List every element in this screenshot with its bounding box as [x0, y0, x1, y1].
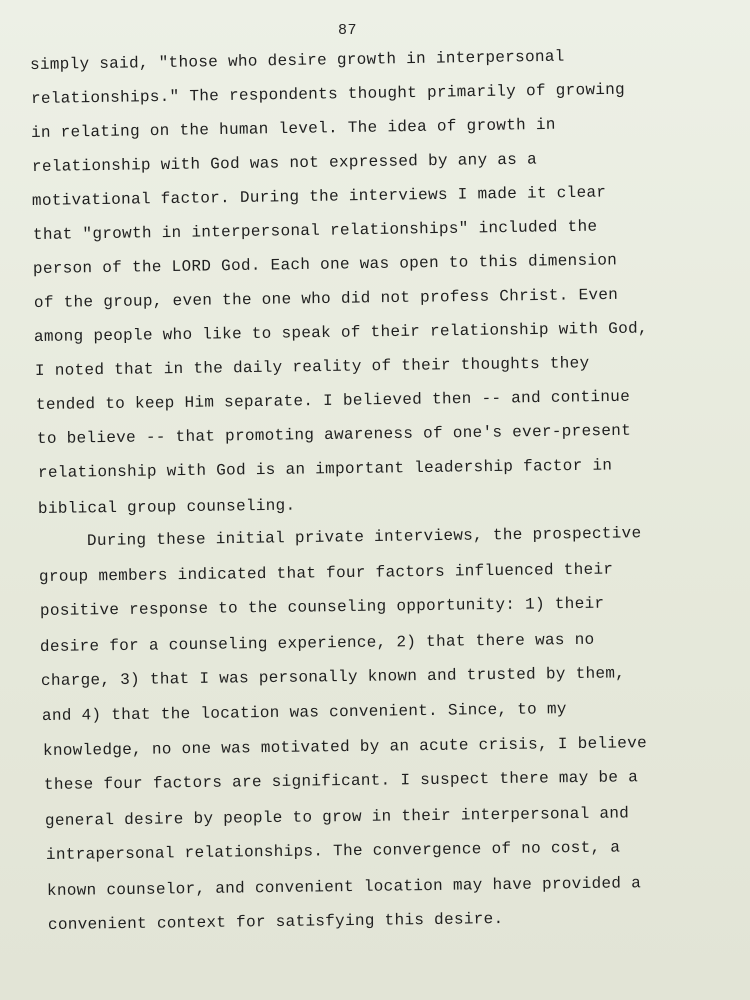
text-line: During these initial private interviews, the prospective — [86, 524, 642, 550]
text-line: among people who like to speak of their relationship with God, — [33, 319, 648, 346]
text-line: general desire by people to grow in their interpersonal and — [44, 804, 630, 830]
text-line: convenient context for satisfying this desire. — [47, 910, 504, 934]
text-line: motivational factor. During the interviews I made it clear — [31, 183, 607, 210]
text-line: and 4) that the location was convenient. Since, to my — [41, 700, 567, 725]
text-line: known counselor, and convenient location may have provided a — [46, 874, 642, 900]
text-line: that "growth in interpersonal relationships" included the — [32, 217, 598, 244]
text-line: person of the LORD God. Each one was open to this dimension — [32, 251, 618, 278]
page-number: 87 — [338, 22, 358, 39]
text-line: in relating on the human level. The idea of growth in — [30, 115, 556, 142]
text-line: knowledge, no one was motivated by an acute crisis, I believe — [42, 734, 648, 760]
text-line: positive response to the counseling opportunity: 1) their — [39, 594, 605, 620]
text-line: intrapersonal relationships. The convergence of no cost, a — [45, 838, 621, 864]
text-line: tended to keep Him separate. I believed then -- and continue — [35, 387, 631, 414]
text-line: desire for a counseling experience, 2) that there was no — [39, 630, 595, 656]
text-line: to believe -- that promoting awareness of one's ever-present — [36, 421, 632, 448]
text-line: of the group, even the one who did not profess Christ. Even — [33, 285, 619, 312]
text-line: relationships." The respondents thought primarily of growing — [30, 80, 626, 108]
text-line: these four factors are significant. I suspect there may be a — [43, 768, 639, 794]
text-line: group members indicated that four factors influenced their — [38, 560, 614, 586]
text-line: charge, 3) that I was personally known and trusted by them, — [40, 664, 626, 690]
text-line: I noted that in the daily reality of their thoughts they — [34, 354, 590, 380]
text-line: relationship with God was not expressed by any as a — [31, 150, 538, 176]
text-line: biblical group counseling. — [37, 496, 296, 518]
text-line: relationship with God is an important leadership factor in — [37, 456, 613, 482]
text-line: simply said, "those who desire growth in interpersonal — [29, 47, 565, 74]
